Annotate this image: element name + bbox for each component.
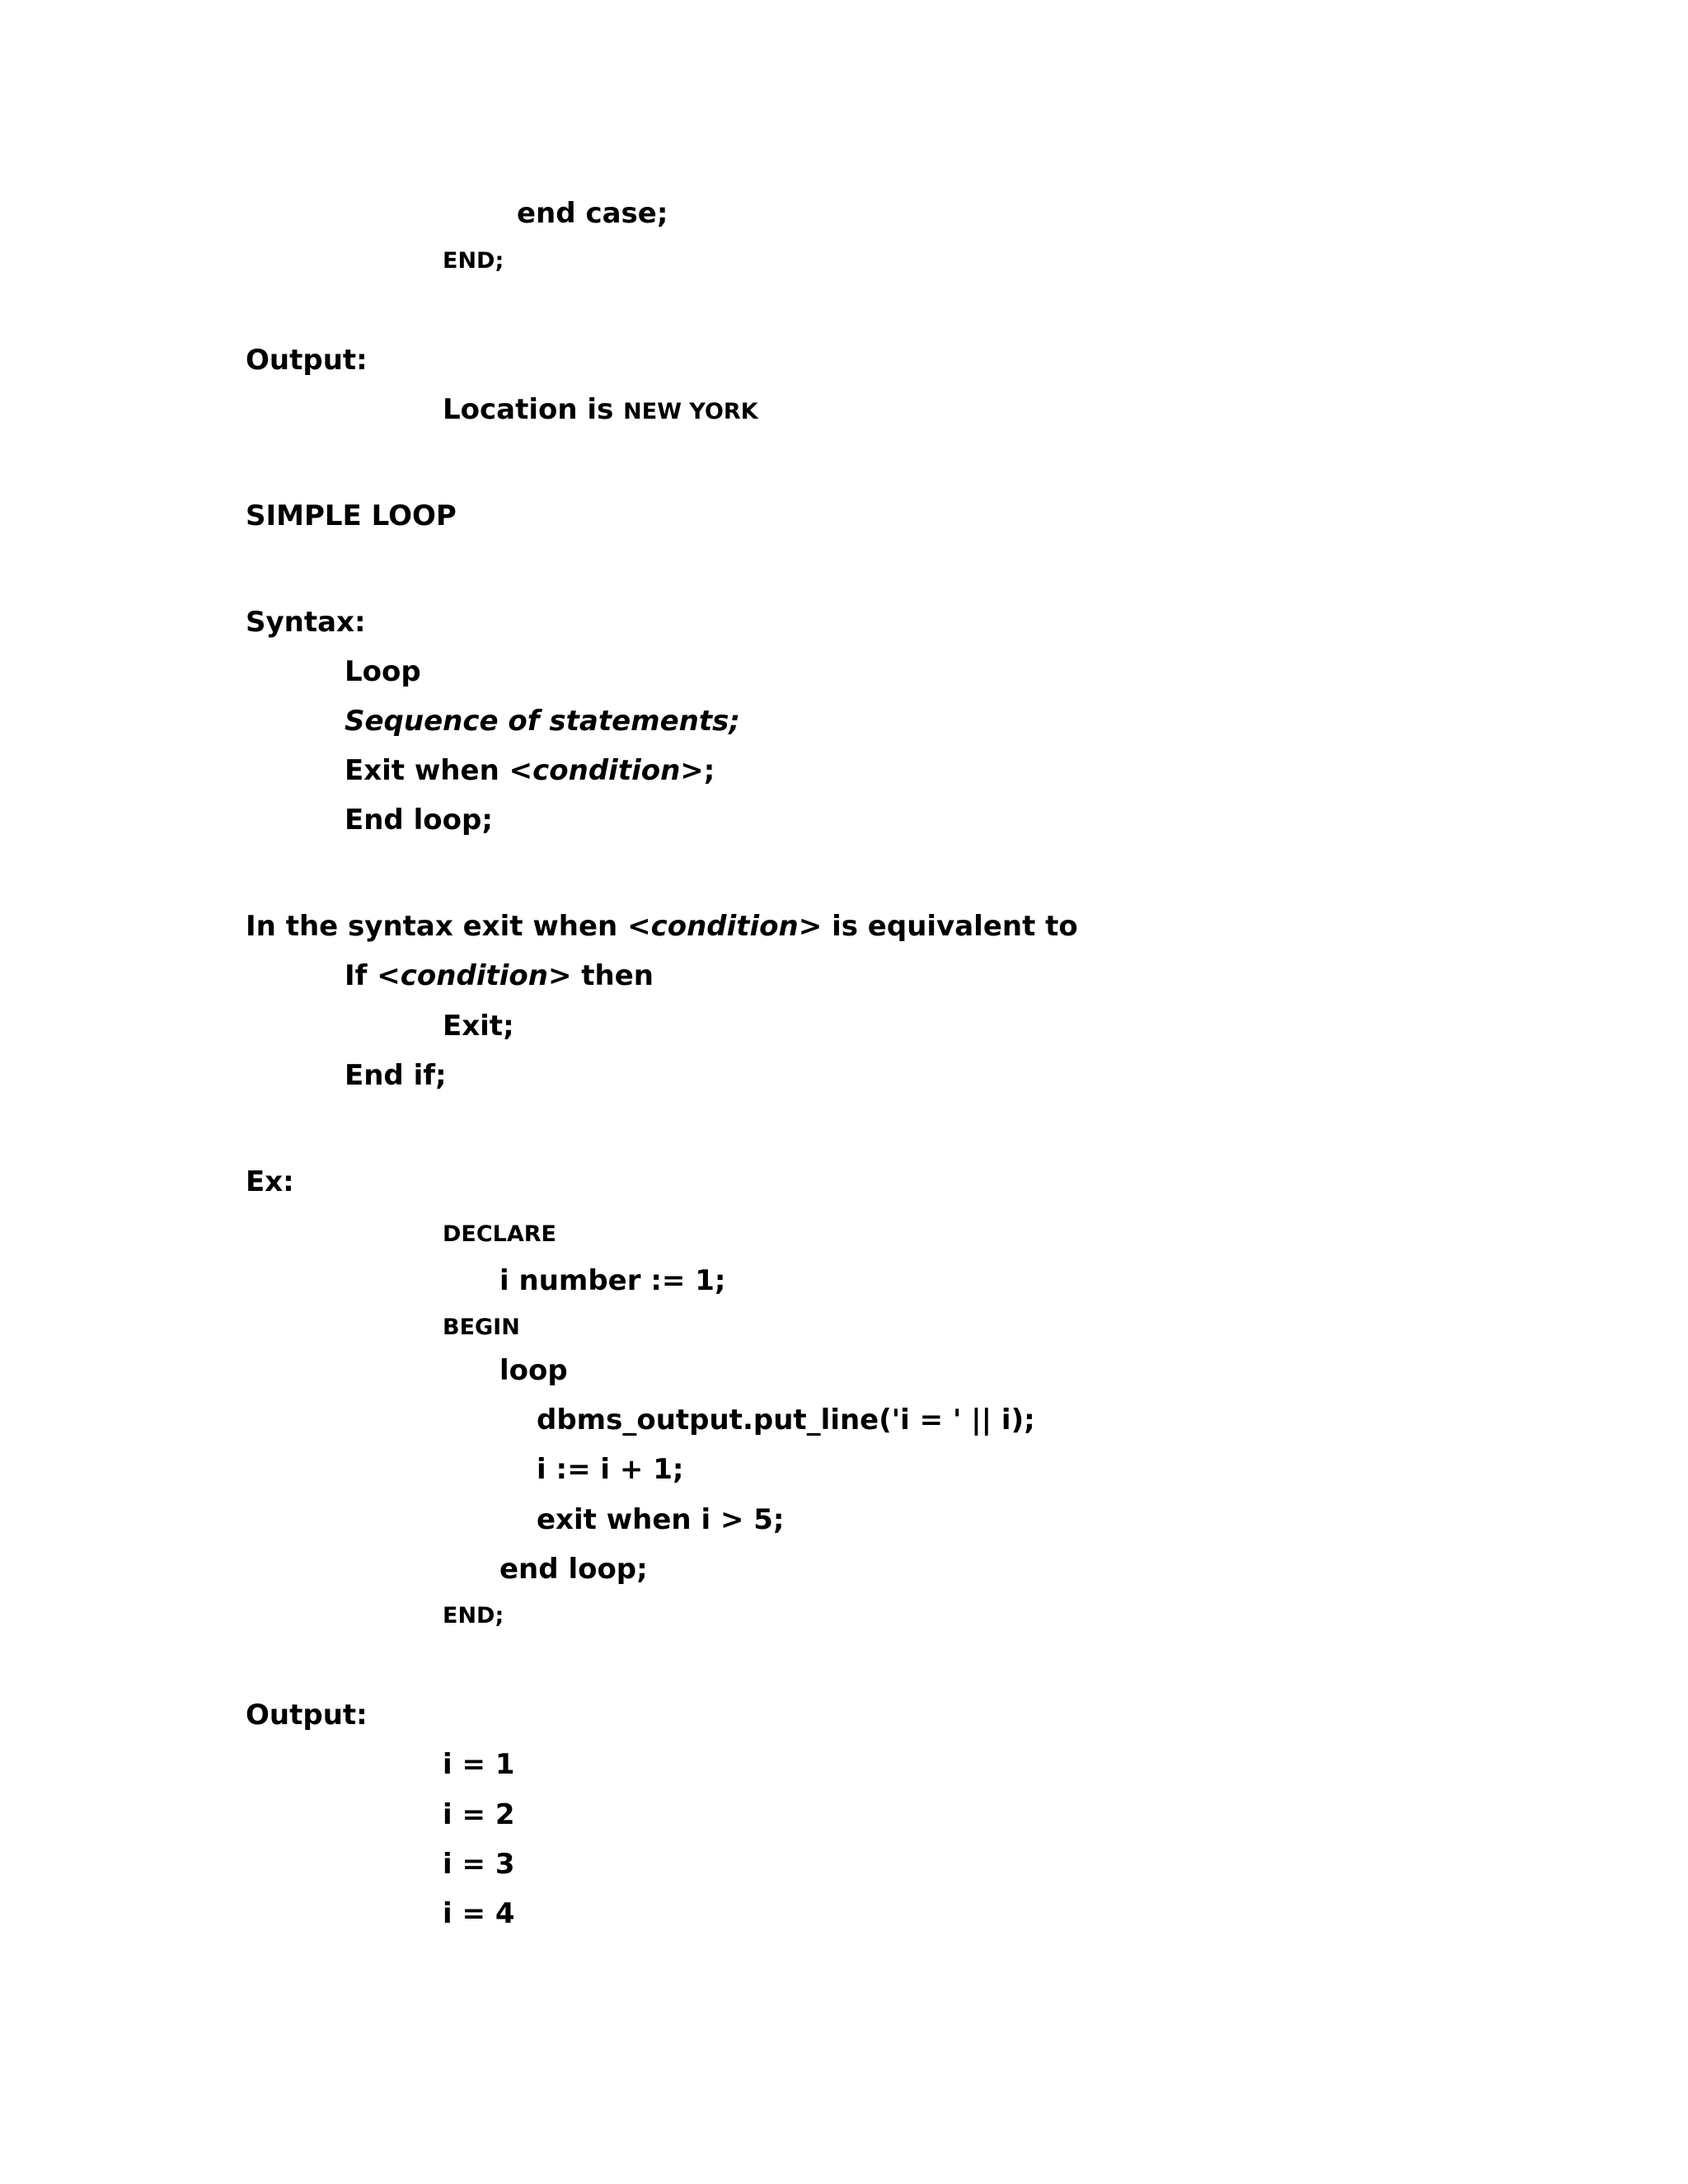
code-end: END; [443, 1603, 504, 1629]
equiv-intro [246, 910, 1078, 943]
code-declare: DECLARE [443, 1221, 557, 1247]
output-prefix: Location is [443, 393, 624, 426]
code-end: END; [443, 248, 504, 274]
syntax-label: Syntax: [246, 606, 366, 639]
output-text [443, 393, 758, 429]
code-line: dbms_output.put_line('i = ' || i); [537, 1404, 1035, 1436]
output-line: i = 4 [443, 1897, 515, 1930]
output-line: i = 1 [443, 1748, 515, 1781]
syntax-line: End loop; [345, 804, 493, 837]
text: > then [547, 959, 654, 992]
code-line: loop [499, 1354, 568, 1387]
text: If < [345, 959, 401, 992]
code-line: i number := 1; [499, 1264, 726, 1297]
syntax-line: Loop [345, 655, 421, 688]
syntax-line [345, 705, 740, 738]
condition-italic: condition [650, 910, 799, 943]
condition-italic: condition [400, 959, 548, 992]
output-label: Output: [246, 1699, 368, 1732]
example-label: Ex: [246, 1165, 294, 1198]
condition-italic: condition [532, 754, 681, 787]
code-line: i := i + 1; [537, 1453, 684, 1486]
equiv-line: End if; [345, 1059, 447, 1092]
text: Exit when < [345, 754, 533, 787]
output-value: NEW YORK [623, 399, 758, 424]
code-line: exit when i > 5; [537, 1503, 785, 1536]
equiv-line [345, 959, 654, 992]
code-line: end loop; [499, 1553, 648, 1586]
output-line: i = 3 [443, 1848, 515, 1881]
syntax-italic: Sequence of statements; [345, 705, 740, 738]
code-end-case: end case; [517, 197, 668, 230]
text: In the syntax exit when < [246, 910, 651, 943]
output-label: Output: [246, 344, 368, 377]
section-heading: SIMPLE LOOP [246, 499, 457, 532]
text: > is equivalent to [798, 910, 1078, 943]
output-line: i = 2 [443, 1798, 515, 1831]
code-begin: BEGIN [443, 1315, 520, 1340]
syntax-line [345, 754, 715, 787]
text: >; [680, 754, 715, 787]
equiv-line: Exit; [443, 1010, 514, 1043]
